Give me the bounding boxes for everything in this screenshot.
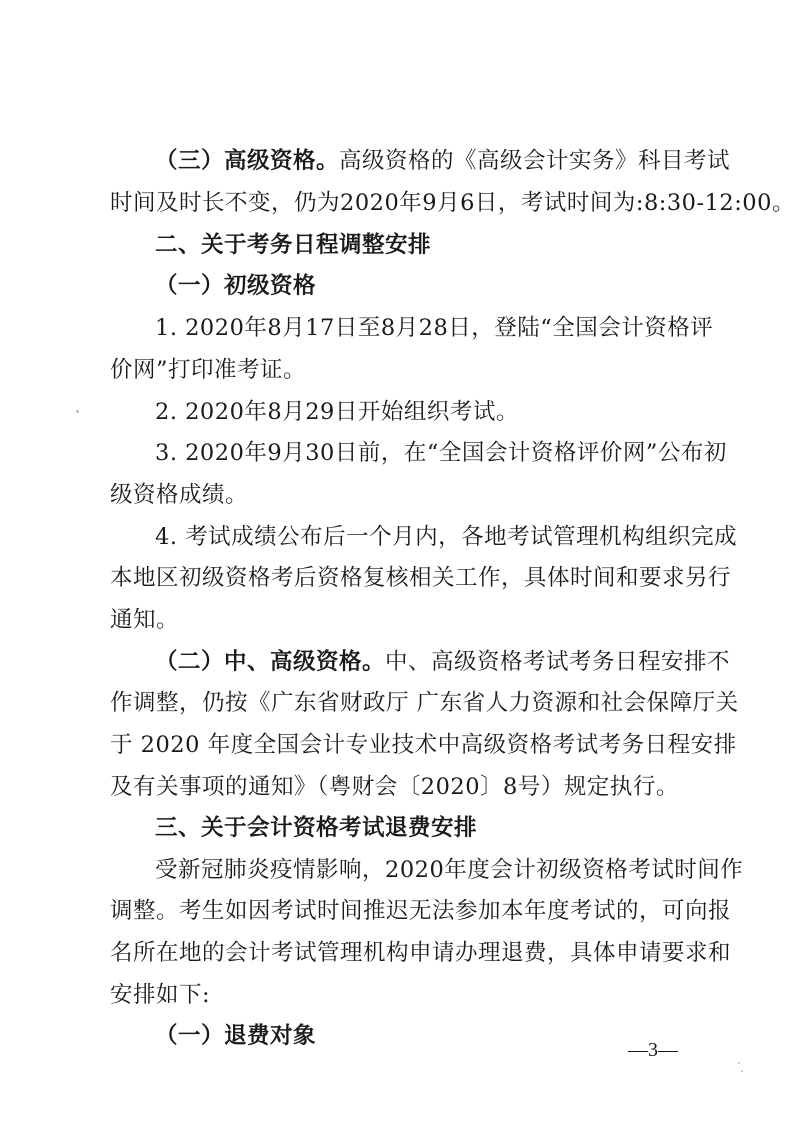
sub-mid-high-text: 中、高级资格考试考务日程安排不 <box>385 649 731 675</box>
section3-high-text: 高级资格的《高级会计实务》科目考试 <box>339 148 731 174</box>
subheading-junior: （一）初级资格 <box>155 273 317 299</box>
scan-speck <box>738 1062 740 1064</box>
section3-high-label: （三）高级资格。 <box>155 148 340 174</box>
item1-line2: 价网”打印准考证。 <box>110 357 307 383</box>
refund-line3: 名所在地的会计考试管理机构申请办理退费，具体申请要求和 <box>110 940 732 966</box>
heading-3: 三、关于会计资格考试退费安排 <box>155 815 478 841</box>
page-number: —3— <box>628 1039 678 1061</box>
sub-mid-high-line3: 于 2020 年度全国会计专业技术中高级资格考试考务日程安排 <box>110 732 737 758</box>
item3-line1: 3. 2020年9月30日前，在“全国会计资格评价网”公布初 <box>155 440 727 466</box>
refund-line4: 安排如下: <box>110 982 211 1008</box>
scan-speck <box>76 410 79 413</box>
refund-line2: 调整。考生如因考试时间推迟无法参加本年度考试的，可向报 <box>110 898 732 924</box>
heading-2: 二、关于考务日程调整安排 <box>155 232 432 258</box>
sub-mid-high-line1 <box>155 645 731 679</box>
refund-line1: 受新冠肺炎疫情影响，2020年度会计初级资格考试时间作 <box>155 857 744 883</box>
item2: 2. 2020年8月29日开始组织考试。 <box>155 399 519 425</box>
item4-line2: 本地区初级资格考后资格复核相关工作，具体时间和要求另行 <box>110 565 732 591</box>
scan-speck <box>741 1070 743 1072</box>
sub-mid-high-label: （二）中、高级资格。 <box>155 649 386 675</box>
item1-line1: 1. 2020年8月17日至8月28日，登陆“全国会计资格评 <box>155 315 714 341</box>
item4-line1: 4. 考试成绩公布后一个月内，各地考试管理机构组织完成 <box>155 524 738 550</box>
sub-mid-high-line2: 作调整，仍按《广东省财政厅 广东省人力资源和社会保障厅关 <box>110 690 739 716</box>
section3-high-line2: 时间及时长不变，仍为2020年9月6日，考试时间为:8:30-12:00。 <box>110 190 795 216</box>
sub-mid-high-line4: 及有关事项的通知》（粤财会〔2020〕8号）规定执行。 <box>110 774 679 800</box>
item3-line2: 级资格成绩。 <box>110 482 249 508</box>
item4-line3: 通知。 <box>110 607 180 633</box>
section3-high-line1 <box>155 144 731 178</box>
subheading-refund-target: （一）退费对象 <box>155 1023 317 1049</box>
